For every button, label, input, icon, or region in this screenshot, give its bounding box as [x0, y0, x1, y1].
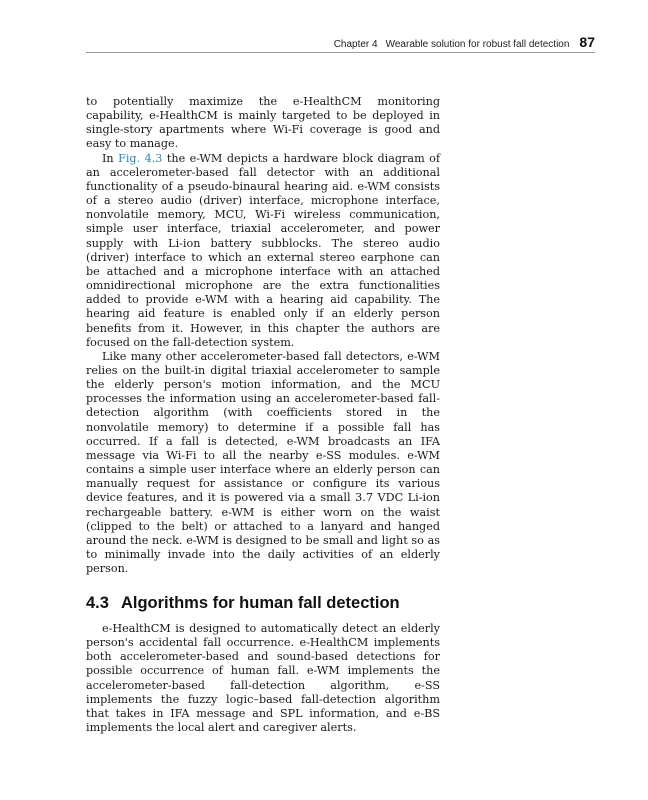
- paragraph: [86, 152, 440, 350]
- section-title: Algorithms for human fall detection: [120, 594, 400, 612]
- page-number: 87: [579, 34, 595, 50]
- body-text: [86, 95, 440, 576]
- section-heading: [86, 594, 400, 613]
- section-body: [86, 622, 440, 735]
- paragraph: to potentially maximize the e-HealthCM monitoring capability, e-HealthCM is mainly targeted to be deployed in single-story apartments where Wi-Fi coverage is good and easy to manage.: [86, 95, 440, 151]
- section-number: 4.3: [86, 594, 109, 612]
- figure-link[interactable]: Fig. 4.3: [118, 151, 163, 165]
- running-header: [86, 34, 595, 53]
- text-run: In: [102, 151, 119, 165]
- text-run: the e-WM depicts a hardware block diagram of an accelerometer-based fall detector with an additional functionality of a pseudo-binaural hearing aid. e-WM consists of a stereo audio (driver) interface, microphone interface, nonvolatile memory, MCU, Wi-Fi wireless communication, simple user interface, triaxial accelerometer, and power supply with Li-ion battery subblocks. The stereo audio (driver) interface to which an external stereo earphone can be attached and a microphone interface with an attached omnidirectional microphone are the extra functionalities added to provide e-WM with a hearing aid capability. The hearing aid feature is enabled only if an elderly person benefits from it. However, in this chapter the authors are focused on the fall-detection system.: [86, 151, 441, 349]
- chapter-label: Chapter 4: [333, 39, 378, 50]
- paragraph: e-HealthCM is designed to automatically detect an elderly person's accidental fall occurrence. e-HealthCM implements both accelerometer-based and sound-based detections for possible occurrence of human fall. e-WM implements the accelerometer-based fall-detection algorithm, e-SS implements the fuzzy logic–based fall-detection algorithm that takes in IFA message and SPL information, and e-BS implements the local alert and caregiver alerts.: [86, 622, 440, 735]
- chapter-title: Wearable solution for robust fall detection: [385, 39, 570, 50]
- paragraph: Like many other accelerometer-based fall detectors, e-WM relies on the built-in digital triaxial accelerometer to sample the elderly person's motion information, and the MCU processes the information using an accelerometer-based fall-detection algorithm (with coefficients stored in the nonvolatile memory) to determine if a possible fall has occurred. If a fall is detected, e-WM broadcasts an IFA message via Wi-Fi to all the nearby e-SS modules. e-WM contains a simple user interface where an elderly person can manually request for assistance or configure its various device features, and it is powered via a small 3.7 VDC Li-ion rechargeable battery. e-WM is either worn on the waist (clipped to the belt) or attached to a lanyard and hanged around the neck. e-WM is designed to be small and light so as to minimally invade into the daily activities of an elderly person.: [86, 349, 440, 576]
